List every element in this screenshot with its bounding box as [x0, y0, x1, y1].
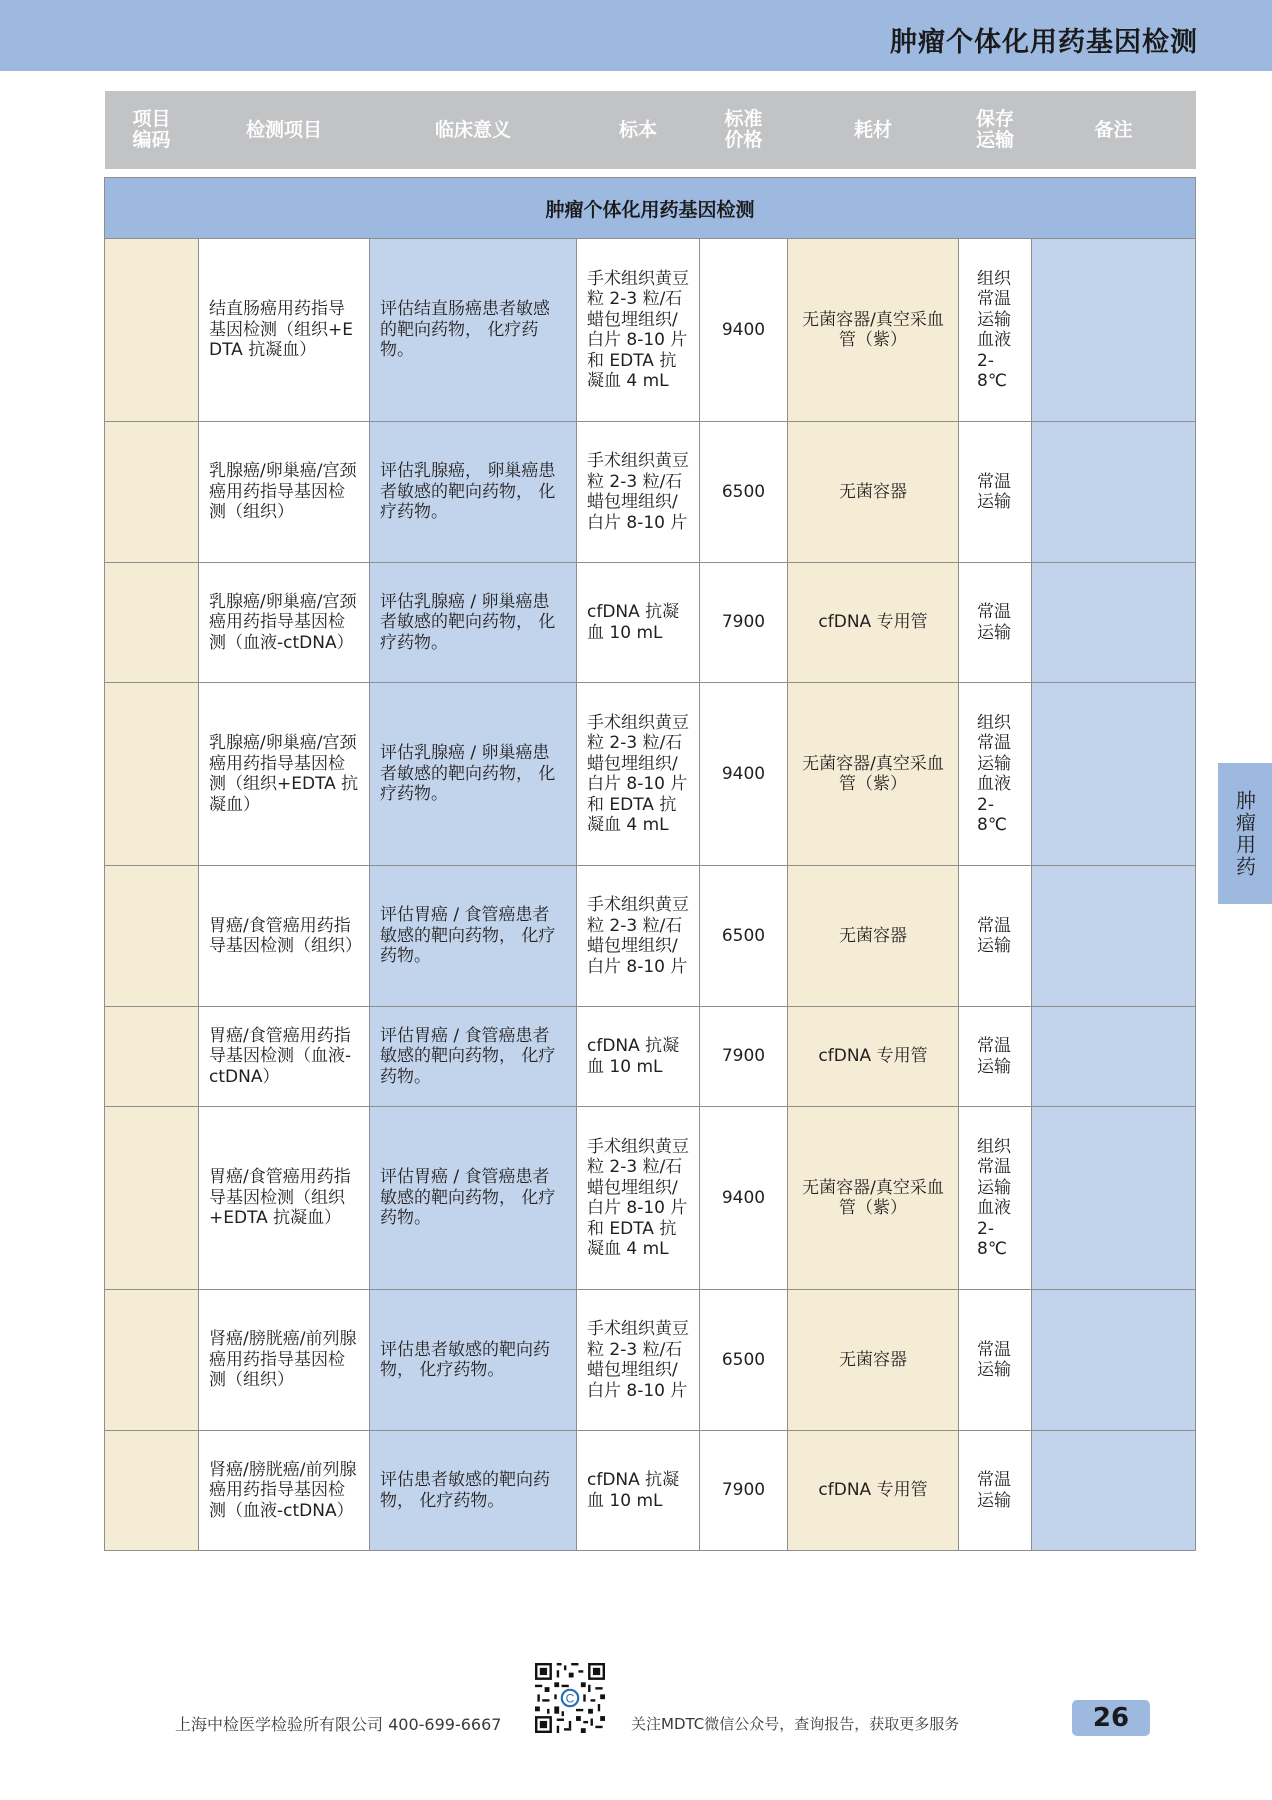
cell-sample	[577, 683, 700, 866]
cell-transport	[959, 563, 1032, 683]
cell-meaning	[370, 1007, 577, 1107]
table-row	[105, 1290, 1196, 1431]
column-header-sample: 标本	[577, 91, 700, 169]
cell-price	[700, 683, 788, 866]
page-number: 26	[1072, 1700, 1150, 1736]
header-band	[0, 0, 1272, 71]
cell-supply-text: cfDNA 专用管	[818, 1046, 928, 1067]
column-header-price: 标准 价格	[700, 91, 788, 169]
cell-price-text: 9400	[721, 1187, 766, 1208]
cell-name-text: 胃癌/食管癌用药指导基因检测（组织）	[209, 915, 362, 956]
cell-transport	[959, 239, 1032, 422]
cell-name	[199, 866, 370, 1007]
side-tab-label: 肿瘤用药	[1232, 789, 1257, 878]
table-body	[105, 239, 1196, 1551]
cell-transport	[959, 1107, 1032, 1290]
cell-transport	[959, 1007, 1032, 1107]
cell-sample	[577, 1107, 700, 1290]
cell-transport-text: 组织 常温 运输 血液 2-8℃	[977, 1136, 1011, 1259]
cell-sample	[577, 563, 700, 683]
cell-supply	[788, 866, 959, 1007]
cell-price	[700, 866, 788, 1007]
cell-meaning-text: 评估胃癌 / 食管癌患者敏感的靶向药物， 化疗药物。	[380, 905, 556, 967]
cell-transport-text: 常温 运输	[977, 915, 1011, 956]
cell-meaning-text: 评估患者敏感的靶向药物， 化疗药物。	[380, 1470, 550, 1511]
table-row	[105, 422, 1196, 563]
cell-supply-text: 无菌容器	[839, 925, 907, 946]
footer-wechat-note: 关注MDTC微信公众号，查询报告，获取更多服务	[631, 1715, 960, 1733]
table-row	[105, 563, 1196, 683]
cell-note	[1032, 563, 1196, 683]
cell-name	[199, 1431, 370, 1551]
cell-sample	[577, 866, 700, 1007]
cell-meaning-text: 评估乳腺癌， 卵巢癌患者敏感的靶向药物， 化疗药物。	[380, 461, 556, 523]
section-title: 肿瘤个体化用药基因检测	[105, 178, 1196, 239]
cell-meaning	[370, 1290, 577, 1431]
cell-note	[1032, 422, 1196, 563]
cell-note	[1032, 866, 1196, 1007]
cell-supply-text: 无菌容器/真空采血管（紫）	[802, 309, 944, 350]
cell-transport	[959, 683, 1032, 866]
cell-code	[105, 1107, 199, 1290]
cell-sample-text: cfDNA 抗凝血 10 mL	[587, 602, 680, 643]
cell-note	[1032, 1431, 1196, 1551]
cell-code	[105, 866, 199, 1007]
cell-note	[1032, 1107, 1196, 1290]
table-header-row	[105, 91, 1196, 169]
cell-supply	[788, 683, 959, 866]
cell-name	[199, 422, 370, 563]
page-title: 肿瘤个体化用药基因检测	[890, 27, 1198, 58]
cell-meaning	[370, 563, 577, 683]
cell-price-text: 9400	[721, 319, 766, 340]
cell-price	[700, 422, 788, 563]
cell-name-text: 结直肠癌用药指导基因检测（组织+EDTA 抗凝血）	[209, 299, 353, 361]
column-header-meaning: 临床意义	[370, 91, 577, 169]
table-row	[105, 1431, 1196, 1551]
cell-meaning	[370, 422, 577, 563]
cell-transport-text: 常温 运输	[977, 1339, 1011, 1380]
cell-sample-text: 手术组织黄豆粒 2-3 粒/石蜡包埋组织/白片 8-10 片和 EDTA 抗凝血 4 mL	[587, 1136, 689, 1259]
column-header-supply: 耗材	[788, 91, 959, 169]
cell-sample	[577, 1007, 700, 1107]
cell-meaning-text: 评估结直肠癌患者敏感的靶向药物， 化疗药物。	[380, 299, 550, 361]
cell-sample	[577, 239, 700, 422]
cell-supply	[788, 1431, 959, 1551]
cell-name-text: 胃癌/食管癌用药指导基因检测（组织+EDTA 抗凝血）	[209, 1167, 351, 1229]
table-row	[105, 1107, 1196, 1290]
cell-note	[1032, 683, 1196, 866]
column-header-code: 项目 编码	[105, 91, 199, 169]
table-row	[105, 1007, 1196, 1107]
cell-supply-text: 无菌容器/真空采血管（紫）	[802, 1177, 944, 1218]
cell-transport	[959, 1290, 1032, 1431]
cell-meaning	[370, 866, 577, 1007]
column-header-note: 备注	[1032, 91, 1196, 169]
table-row	[105, 866, 1196, 1007]
test-table-container	[104, 91, 1195, 1551]
cell-note	[1032, 239, 1196, 422]
cell-sample-text: cfDNA 抗凝血 10 mL	[587, 1470, 680, 1511]
cell-price-text: 7900	[721, 1480, 766, 1501]
cell-price	[700, 563, 788, 683]
cell-transport-text: 组织 常温 运输 血液 2-8℃	[977, 712, 1011, 835]
cell-price	[700, 1107, 788, 1290]
cell-name-text: 乳腺癌/卵巢癌/宫颈癌用药指导基因检测（血液-ctDNA）	[209, 591, 357, 653]
cell-transport	[959, 422, 1032, 563]
section-row	[105, 178, 1196, 239]
cell-meaning-text: 评估患者敏感的靶向药物， 化疗药物。	[380, 1339, 550, 1380]
side-tab[interactable]	[1218, 763, 1272, 904]
cell-meaning	[370, 683, 577, 866]
table-row	[105, 683, 1196, 866]
cell-code	[105, 422, 199, 563]
cell-name	[199, 239, 370, 422]
cell-name-text: 胃癌/食管癌用药指导基因检测（血液-ctDNA）	[209, 1025, 352, 1087]
cell-price	[700, 1007, 788, 1107]
cell-supply	[788, 422, 959, 563]
svg-text:C: C	[565, 1691, 575, 1706]
cell-price-text: 6500	[721, 925, 766, 946]
cell-transport	[959, 1431, 1032, 1551]
cell-price-text: 7900	[721, 612, 766, 633]
cell-code	[105, 1007, 199, 1107]
cell-name-text: 乳腺癌/卵巢癌/宫颈癌用药指导基因检测（组织+EDTA 抗凝血）	[209, 733, 359, 815]
cell-sample-text: 手术组织黄豆粒 2-3 粒/石蜡包埋组织/白片 8-10 片和 EDTA 抗凝血 4 mL	[587, 268, 689, 391]
cell-supply-text: 无菌容器	[839, 1349, 907, 1370]
cell-meaning-text: 评估乳腺癌 / 卵巢癌患者敏感的靶向药物， 化疗药物。	[380, 591, 556, 653]
cell-meaning	[370, 239, 577, 422]
cell-supply	[788, 563, 959, 683]
cell-sample-text: cfDNA 抗凝血 10 mL	[587, 1036, 680, 1077]
cell-name	[199, 563, 370, 683]
cell-code	[105, 563, 199, 683]
cell-price	[700, 1290, 788, 1431]
cell-meaning	[370, 1107, 577, 1290]
cell-transport-text: 组织 常温 运输 血液 2-8℃	[977, 268, 1011, 391]
cell-price	[700, 1431, 788, 1551]
cell-name-text: 肾癌/膀胱癌/前列腺癌用药指导基因检测（组织）	[209, 1329, 357, 1391]
cell-sample-text: 手术组织黄豆粒 2-3 粒/石蜡包埋组织/白片 8-10 片	[587, 1319, 689, 1401]
cell-price-text: 7900	[721, 1046, 766, 1067]
cell-name	[199, 1007, 370, 1107]
cell-name	[199, 1290, 370, 1431]
column-header-item: 检测项目	[199, 91, 370, 169]
cell-name-text: 乳腺癌/卵巢癌/宫颈癌用药指导基因检测（组织）	[209, 461, 357, 523]
cell-supply	[788, 1107, 959, 1290]
cell-meaning-text: 评估胃癌 / 食管癌患者敏感的靶向药物， 化疗药物。	[380, 1025, 556, 1087]
cell-code	[105, 1290, 199, 1431]
cell-supply-text: cfDNA 专用管	[818, 1480, 928, 1501]
cell-meaning-text: 评估胃癌 / 食管癌患者敏感的靶向药物， 化疗药物。	[380, 1167, 556, 1229]
cell-sample-text: 手术组织黄豆粒 2-3 粒/石蜡包埋组织/白片 8-10 片	[587, 895, 689, 977]
cell-price	[700, 239, 788, 422]
cell-name-text: 肾癌/膀胱癌/前列腺癌用药指导基因检测（血液-ctDNA）	[209, 1459, 357, 1521]
cell-sample-text: 手术组织黄豆粒 2-3 粒/石蜡包埋组织/白片 8-10 片	[587, 451, 689, 533]
cell-note	[1032, 1007, 1196, 1107]
cell-code	[105, 683, 199, 866]
cell-transport-text: 常温 运输	[977, 1036, 1011, 1077]
cell-transport-text: 常温 运输	[977, 602, 1011, 643]
cell-code	[105, 1431, 199, 1551]
cell-supply	[788, 1290, 959, 1431]
cell-supply-text: cfDNA 专用管	[818, 612, 928, 633]
cell-code	[105, 239, 199, 422]
cell-sample	[577, 1290, 700, 1431]
column-header-transport: 保存 运输	[959, 91, 1032, 169]
cell-transport	[959, 866, 1032, 1007]
cell-price-text: 6500	[721, 481, 766, 502]
cell-supply	[788, 1007, 959, 1107]
cell-name	[199, 683, 370, 866]
cell-price-text: 6500	[721, 1349, 766, 1370]
cell-price-text: 9400	[721, 763, 766, 784]
cell-sample	[577, 1431, 700, 1551]
cell-meaning-text: 评估乳腺癌 / 卵巢癌患者敏感的靶向药物， 化疗药物。	[380, 743, 556, 805]
qr-code-icon	[535, 1663, 605, 1733]
cell-meaning	[370, 1431, 577, 1551]
cell-name	[199, 1107, 370, 1290]
footer-company: 上海中检医学检验所有限公司 400-699-6667	[175, 1715, 502, 1734]
cell-transport-text: 常温 运输	[977, 1470, 1011, 1511]
cell-sample	[577, 422, 700, 563]
cell-supply-text: 无菌容器	[839, 481, 907, 502]
cell-transport-text: 常温 运输	[977, 471, 1011, 512]
table-row	[105, 239, 1196, 422]
cell-supply	[788, 239, 959, 422]
cell-sample-text: 手术组织黄豆粒 2-3 粒/石蜡包埋组织/白片 8-10 片和 EDTA 抗凝血 4 mL	[587, 712, 689, 835]
cell-note	[1032, 1290, 1196, 1431]
cell-supply-text: 无菌容器/真空采血管（紫）	[802, 753, 944, 794]
test-table	[104, 91, 1196, 1551]
